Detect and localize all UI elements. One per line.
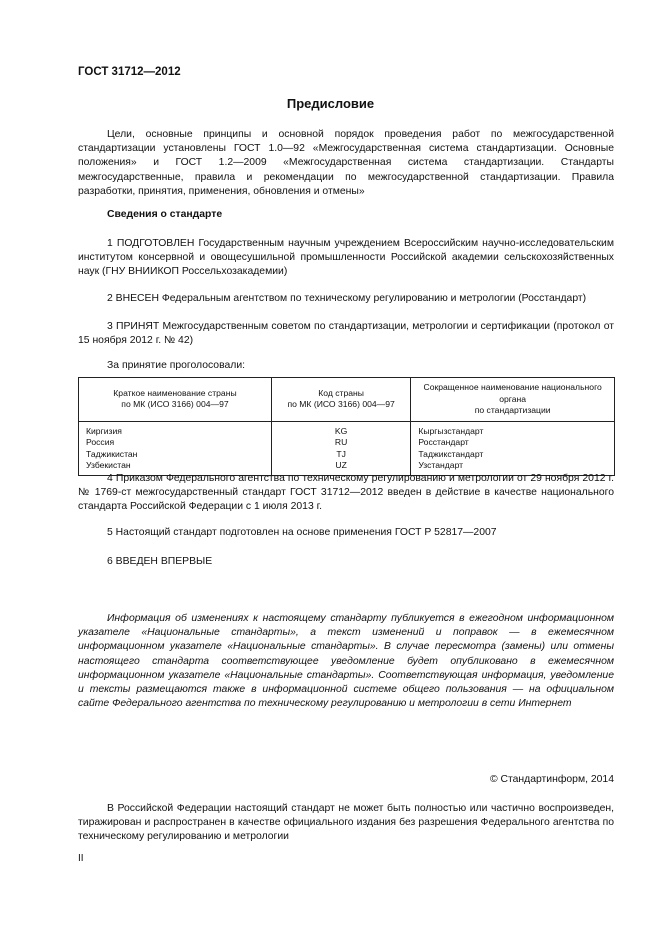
paragraph-text: Информация об изменениях к настоящему стандарту публикуется в ежегодном информационном указателе «Национальные стандарты», а текст изменений и поправок — в ежемесячном информационном указателе «Национальные стандарты». В случае пересмотра (замены) или отмены настоящего стандарта соответствующее уведомление будет опубликовано в ежемесячном информационном указателе «Национальные стандарты». Соответствующая информация, уведомление и тексты размещаются также в информационной системе общего пользования — на официальном сайте Федерального агентства по техническому регулированию и метрологии в сети Интернет <box>78 613 614 710</box>
table-header-row <box>79 378 615 422</box>
national-body-cell: Узстандарт <box>411 460 615 475</box>
national-body-cell: Кыргызстандарт <box>411 421 615 437</box>
header-country-name: Краткое наименование страны по МК (ИСО 3166) 004—97 <box>79 378 272 422</box>
paragraph-text: 2 ВНЕСЕН Федеральным агентством по техническому регулированию и метрологии (Росстандарт) <box>107 293 587 304</box>
copyright: © Стандартинформ, 2014 <box>489 774 614 785</box>
paragraph-text: 3 ПРИНЯТ Межгосударственным советом по стандартизации, метрологии и сертификации (протокол от 15 ноября 2012 г. № 42) <box>78 321 614 347</box>
document-code: ГОСТ 31712—2012 <box>78 66 181 78</box>
item-3-adopted <box>78 320 614 348</box>
national-body-cell: Росстандарт <box>411 437 615 449</box>
header-country-code: Код страны по МК (ИСО 3166) 004—97 <box>271 378 410 422</box>
paragraph-text: В Российской Федерации настоящий стандарт не может быть полностью или частично воспроизведен, тиражирован и распространен в качестве официального издания без разрешения Федерального агентства по техническому регулированию и метрологии <box>78 803 614 843</box>
country-name-cell: Киргизия <box>79 421 272 437</box>
header-national-body: Сокращенное наименование национального органа по стандартизации <box>411 378 615 422</box>
item-2-submitted <box>78 292 614 306</box>
page-title: Предисловие <box>286 96 375 111</box>
table-row <box>79 421 615 437</box>
item-5-basis: 5 Настоящий стандарт подготовлен на основе применения ГОСТ Р 52817—2007 <box>107 527 497 538</box>
country-code-cell: RU <box>271 437 410 449</box>
item-4-order <box>78 472 614 515</box>
national-body-cell: Таджикстандарт <box>411 449 615 461</box>
paragraph-text: Цели, основные принципы и основной порядок проведения работ по межгосударственной стандартизации установлены ГОСТ 1.0—92 «Межгосударственная система стандартизации. Основные положения» и ГОСТ 1.2—2009 «Межгосударственная система стандартизации. Стандарты межгосударственные, правила и рекомендации по межгосударственной стандартизации. Правила разработки, принятия, применения, обновления и отмены» <box>78 129 614 197</box>
intro-paragraph <box>78 128 614 199</box>
voted-label: За принятие проголосовали: <box>107 360 246 371</box>
country-code-cell: TJ <box>271 449 410 461</box>
country-name-cell: Узбекистан <box>79 460 272 475</box>
info-heading: Сведения о стандарте <box>107 209 223 220</box>
item-6-first-introduced: 6 ВВЕДЕН ВПЕРВЫЕ <box>107 556 213 567</box>
table-row <box>79 449 615 461</box>
changes-notice <box>78 612 614 711</box>
country-code-cell: UZ <box>271 460 410 475</box>
country-name-cell: Таджикистан <box>79 449 272 461</box>
page-number: II <box>78 853 84 864</box>
paragraph-text: 1 ПОДГОТОВЛЕН Государственным научным учреждением Всероссийским научно-исследовательским институтом консервной и овощесушильной промышленности Российской академии сельскохозяйственных наук (ГНУ ВНИИКОП Россельхозакадемии) <box>78 238 614 278</box>
country-code-cell: KG <box>271 421 410 437</box>
paragraph-text: 4 Приказом Федерального агентства по техническому регулированию и метрологии от 29 ноября 2012 г. № 1769-ст межгосударственный стандарт ГОСТ 31712—2012 введен в действие в качестве национального стандарта Российской Федерации с 1 июля 2013 г. <box>78 473 614 513</box>
table-row <box>79 437 615 449</box>
item-1-prepared <box>78 237 614 280</box>
voting-table <box>78 377 615 476</box>
legal-notice <box>78 802 614 845</box>
country-name-cell: Россия <box>79 437 272 449</box>
